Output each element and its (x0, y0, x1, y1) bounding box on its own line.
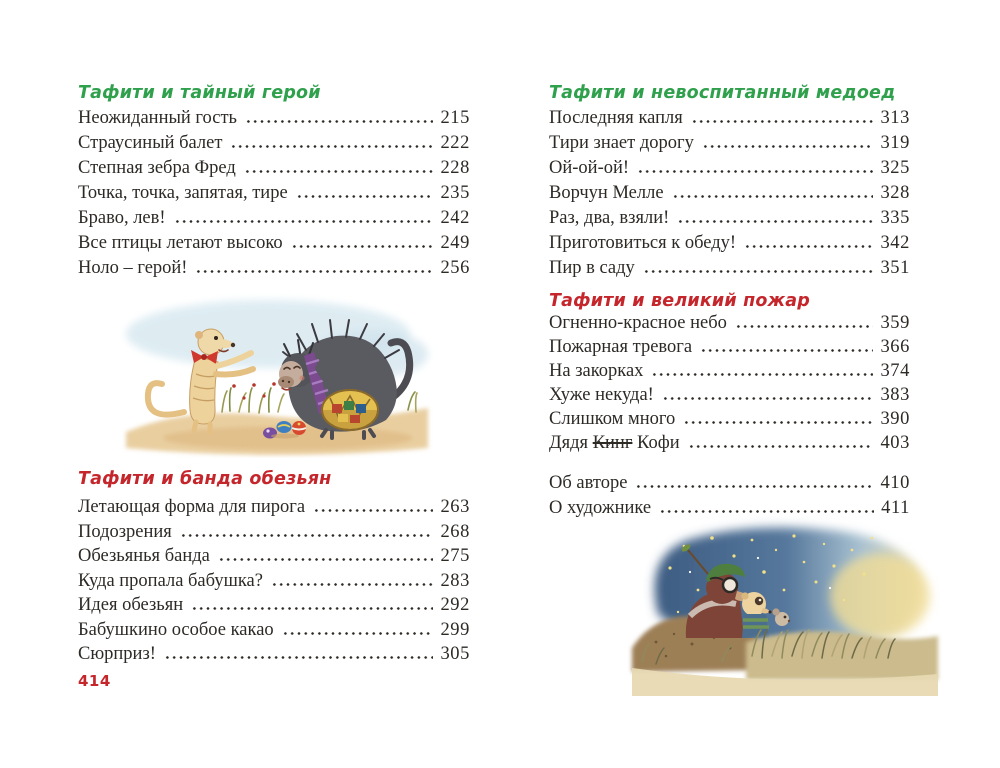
toc-entry-page: 325 (880, 158, 910, 178)
illustration-meerkat-baboon-basket-image (118, 290, 438, 458)
toc-leader-dots (191, 607, 433, 610)
toc-entry-page: 299 (440, 619, 470, 640)
toc-section-about (549, 471, 910, 520)
toc-row (78, 131, 470, 156)
toc-entry-page: 335 (880, 208, 910, 228)
toc-leader-dots (744, 245, 873, 248)
toc-entry-title: Хуже некуда! (549, 385, 654, 405)
section-title: Тафити и тайный герой (78, 83, 321, 103)
section-title: Тафити и невоспитанный медоед (549, 83, 896, 103)
toc-row (549, 359, 910, 383)
toc-entry-page: 359 (880, 313, 910, 333)
page-number: 414 (78, 672, 111, 690)
toc-rows (78, 495, 470, 667)
toc-row (78, 206, 470, 231)
toc-entry-title: Пожарная тревога (549, 337, 693, 357)
toc-section-secret-hero (78, 80, 470, 281)
toc-row (549, 471, 910, 496)
toc-row (549, 335, 910, 359)
toc-section-honey-badger (549, 80, 910, 281)
toc-entry-title: Точка, точка, запятая, тире (78, 183, 288, 203)
toc-entry-page: 342 (880, 233, 910, 253)
toc-entry-title: Подозрения (78, 521, 172, 542)
illustration-night-sky-watchers-image (626, 516, 946, 698)
struck-word: Кинг (592, 433, 633, 453)
toc-leader-dots (174, 220, 434, 223)
toc-leader-dots (296, 195, 434, 198)
toc-leader-dots (691, 120, 874, 123)
toc-entry-title: Идея обезьян (78, 595, 184, 615)
toc-rows (549, 106, 910, 281)
toc-leader-dots (672, 195, 874, 198)
toc-entry-page: 292 (440, 595, 470, 615)
toc-leader-dots (700, 349, 873, 352)
toc-entry-page: 411 (881, 497, 910, 518)
toc-row (549, 156, 910, 181)
toc-leader-dots (702, 145, 874, 148)
toc-entry-page: 228 (440, 158, 470, 178)
toc-entry-page: 313 (880, 108, 910, 128)
toc-entry-title: Слишком много (549, 409, 676, 429)
toc-entry-title: Браво, лев! (78, 208, 166, 228)
toc-entry-title: На закорках (549, 361, 644, 381)
toc-row (549, 131, 910, 156)
toc-leader-dots (313, 509, 433, 512)
toc-row (78, 156, 470, 181)
toc-entry-page: 235 (440, 183, 470, 203)
toc-entry-title: Обезьянья банда (78, 546, 210, 566)
toc-leader-dots (245, 120, 433, 123)
toc-leader-dots (291, 245, 434, 248)
toc-entry-title: Степная зебра Фред (78, 158, 236, 178)
toc-row (78, 181, 470, 206)
toc-leader-dots (643, 270, 874, 273)
toc-leader-dots (230, 145, 433, 148)
toc-rows (549, 471, 910, 520)
toc-section-great-fire (549, 288, 910, 455)
toc-entry-title: Ноло – герой! (78, 258, 188, 278)
toc-entry-title: Сюрприз! (78, 644, 156, 664)
toc-row (78, 106, 470, 131)
toc-entry-title: Летающая форма для пирога (78, 497, 306, 517)
toc-row (549, 407, 910, 431)
toc-row (78, 642, 470, 667)
toc-entry-title: Тири знает дорогу (549, 133, 694, 153)
toc-entry-page: 242 (440, 208, 470, 228)
toc-row (549, 311, 910, 335)
toc-entry-title: Последняя капля (549, 108, 683, 128)
toc-row (549, 383, 910, 407)
toc-leader-dots (635, 485, 873, 488)
toc-row (549, 231, 910, 256)
toc-row (549, 106, 910, 131)
toc-entry-page: 268 (440, 521, 470, 542)
section-title: Тафити и банда обезьян (78, 469, 332, 489)
toc-leader-dots (164, 656, 434, 659)
woven-basket (322, 390, 378, 430)
toc-leader-dots (218, 558, 434, 561)
toc-entry-page: 222 (440, 133, 470, 153)
toc-leader-dots (651, 373, 873, 376)
toc-entry-title: Ой-ой-ой! (549, 158, 630, 178)
toc-rows (549, 311, 910, 455)
toc-leader-dots (662, 397, 874, 400)
toc-entry-title: Куда пропала бабушка? (78, 570, 263, 591)
section-title: Тафити и великий пожар (549, 291, 811, 311)
toc-entry-page: 249 (440, 233, 470, 253)
toc-entry-title: Неожиданный гость (78, 108, 237, 128)
toc-row (78, 520, 470, 545)
toc-entry-page: 215 (440, 108, 470, 128)
toc-entry-page: 403 (880, 433, 910, 453)
toc-leader-dots (637, 170, 873, 173)
toc-entry-title: Дядя Кинг Кофи (549, 433, 680, 453)
toc-entry-title: Огненно-красное небо (549, 313, 727, 333)
toc-row (549, 431, 910, 455)
toc-entry-title: Ворчун Мелле (549, 183, 664, 203)
toc-leader-dots (659, 510, 874, 513)
toc-entry-page: 383 (880, 385, 910, 405)
toc-leader-dots (688, 445, 874, 448)
toc-row (78, 569, 470, 594)
toc-entry-page: 256 (440, 258, 470, 278)
toc-row (78, 544, 470, 569)
toc-entry-page: 351 (880, 258, 910, 278)
toc-entry-title: Все птицы летают высоко (78, 233, 283, 253)
toc-entry-page: 390 (880, 409, 910, 429)
toc-row (78, 618, 470, 643)
toc-entry-page: 283 (440, 570, 470, 591)
toc-leader-dots (282, 632, 434, 635)
toc-entry-page: 328 (880, 183, 910, 203)
toc-row (549, 181, 910, 206)
toc-row (549, 206, 910, 231)
toc-entry-page: 366 (880, 337, 910, 357)
toc-leader-dots (735, 325, 874, 328)
toc-entry-page: 374 (880, 361, 910, 381)
toc-entry-page: 319 (880, 133, 910, 153)
toc-leader-dots (271, 583, 433, 586)
toc-entry-title: Страусиный балет (78, 133, 223, 153)
toc-entry-page: 275 (440, 546, 470, 566)
toc-row (78, 256, 470, 281)
toc-row (78, 231, 470, 256)
toc-entry-title: О художнике (549, 497, 652, 518)
toc-entry-title: Раз, два, взяли! (549, 208, 670, 228)
toc-entry-title: Приготовиться к обеду! (549, 233, 737, 253)
toc-section-monkey-gang (78, 466, 470, 667)
toc-entry-title: Бабушкино особое какао (78, 619, 274, 640)
toc-entry-title: Пир в саду (549, 258, 635, 278)
toc-leader-dots (683, 421, 873, 424)
toc-entry-page: 305 (440, 644, 470, 664)
toc-rows (78, 106, 470, 281)
toc-leader-dots (244, 170, 434, 173)
toc-leader-dots (195, 270, 433, 273)
toc-leader-dots (180, 534, 434, 537)
toc-row (78, 593, 470, 618)
toc-entry-page: 263 (440, 497, 470, 517)
toc-leader-dots (677, 220, 873, 223)
toc-entry-page: 410 (880, 473, 910, 493)
toc-entry-title: Об авторе (549, 473, 628, 493)
toc-row (549, 256, 910, 281)
toc-row (78, 495, 470, 520)
